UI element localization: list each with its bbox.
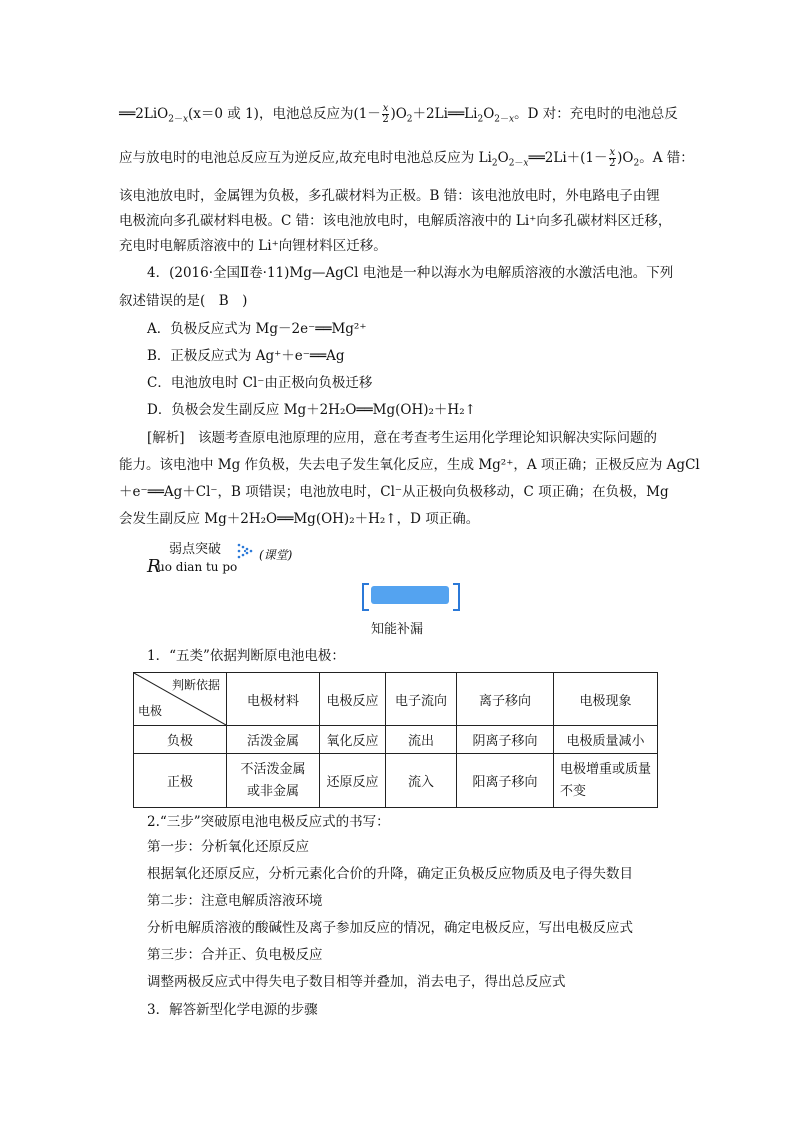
blue-label-fill <box>371 586 449 604</box>
bracket-right <box>453 583 460 611</box>
analysis-line: 会发生副反应 Mg＋2H₂O══Mg(OH)₂＋H₂↑，D 项正确。 <box>119 511 480 527</box>
table-header: 电极现象 <box>554 673 658 726</box>
text-span: ＋2Li <box>412 106 448 122</box>
text-line: 该电池放电时，金属锂为负极，多孔碳材料为正极。B 错：该电池放电时，外电路电子由锂 <box>119 188 660 204</box>
table-cell: 正极 <box>134 754 227 808</box>
text-line: 电极流向多孔碳材料电极。C 错：该电池放电时，电解质溶液中的 Li⁺向多孔碳材料区迁移， <box>119 213 672 229</box>
bracket-left <box>362 583 369 611</box>
table-row <box>134 726 658 754</box>
question-stem: 4．(2016·全国Ⅱ卷·11)Mg—AgCl 电池是一种以海水为电解质溶液的水激活电池。下列 <box>147 265 674 281</box>
table-header-row <box>134 673 658 726</box>
text-line: 应与放电时的电池总反应互为逆反应,故充电时电池总反应为 $Li_2O_{2-x}══2Li+(1-$ $\frac{x}{2}$ )$O_2$。A 错： <box>119 147 694 169</box>
section-header <box>147 538 317 578</box>
section-initial: R <box>147 556 161 577</box>
subsection-title: 知能补漏 <box>370 622 423 637</box>
fraction: $\frac{x}{2}$ <box>382 103 389 125</box>
analysis-line: [解析] 该题考查原电池原理的应用，意在考查考生运用化学理论知识解决实际问题的 <box>147 430 658 446</box>
text-span: 。A 错： <box>639 150 694 166</box>
text-span: )O <box>617 150 634 166</box>
formula-text: 2Li <box>135 106 158 122</box>
table-cell: 活泼金属 <box>227 726 320 754</box>
section-tag: (课堂) <box>259 548 293 562</box>
table-cell: 氧化反应 <box>320 726 386 754</box>
blue-label-box <box>362 583 460 609</box>
table-header: 电极材料 <box>227 673 320 726</box>
text-span: Li <box>464 106 478 122</box>
step-title: 第二步：注意电解质溶液环境 <box>147 893 323 909</box>
point-heading: 2.“三步”突破原电池电极反应式的书写： <box>147 814 390 830</box>
analysis-line: ＋e⁻══Ag＋Cl⁻，B 项错误；电池放电时，Cl⁻从正极向负极移动，C 项正确；在负极，Mg <box>119 484 669 500</box>
point-heading: 1．“五类”依据判断原电池电极： <box>147 648 345 664</box>
option-d: D．负极会发生副反应 Mg＋2H₂O══Mg(OH)₂＋H₂↑ <box>147 402 476 418</box>
diag-label-top: 判断依据 <box>171 678 220 692</box>
table-cell: 电极增重或质量不变 <box>554 754 658 808</box>
step-desc: 分析电解质溶液的酸碱性及离子参加反应的情况，确定电极反应，写出电极反应式 <box>147 920 633 936</box>
table-cell: 还原反应 <box>320 754 386 808</box>
text-span: )O <box>390 106 407 122</box>
double-line-arrow: ══ <box>119 106 136 122</box>
table-cell: 电极质量减小 <box>554 726 658 754</box>
electrode-table <box>133 672 658 808</box>
text-span: 。D 对：充电时的电池总反 <box>514 106 678 122</box>
arrow-right-icon <box>237 542 255 560</box>
fraction: $\frac{x}{2}$ <box>609 147 616 169</box>
table-cell: 阴离子移向 <box>457 726 554 754</box>
text-line: 充电时电解质溶液中的 Li⁺向锂材料区迁移。 <box>119 238 387 254</box>
text-span: (x＝0 或 1)，电池总反应为(1－ <box>188 106 381 122</box>
text-span: 应与放电时的电池总反应互为逆反应,故充电时电池总反应为 Li <box>119 150 492 166</box>
step-title: 第三步：合并正、负电极反应 <box>147 947 323 963</box>
table-cell: 不活泼金属或非金属 <box>227 754 320 808</box>
diag-label-bottom: 电极 <box>138 704 163 718</box>
table-cell: 流入 <box>386 754 457 808</box>
table-cell: 负极 <box>134 726 227 754</box>
question-stem: 叙述错误的是( B ) <box>119 293 248 309</box>
analysis-line: 能力。该电池中 Mg 作负极，失去电子发生氧化反应，生成 Mg²⁺，A 项正确；正极反应为 AgCl <box>119 457 700 473</box>
table-cell: 阳离子移向 <box>457 754 554 808</box>
option-b: B．正极反应式为 Ag⁺＋e⁻══Ag <box>147 348 345 364</box>
section-pinyin: uo dian tu po <box>157 560 238 574</box>
diagonal-header-cell <box>134 673 227 726</box>
text-span: 2Li＋(1－ <box>544 150 608 166</box>
section-title-cn: 弱点突破 <box>169 542 222 557</box>
step-title: 第一步：分析氧化还原反应 <box>147 839 309 855</box>
step-desc: 调整两极反应式中得失电子数目相等并叠加，消去电子，得出总反应式 <box>147 974 566 990</box>
text-line: ══2LiO$_{2-x}$(x＝0 或 1)，电池总反应为(1－ $\frac{x}{2}$ )$O_2+2Li══Li_2O_{2-x}$。D 对：充电时的电池总反 <box>119 103 678 125</box>
table-header: 电子流向 <box>386 673 457 726</box>
table-header: 离子移向 <box>457 673 554 726</box>
point-heading: 3．解答新型化学电源的步骤 <box>147 1002 318 1018</box>
option-a: A．负极反应式为 Mg－2e⁻══Mg²⁺ <box>147 321 367 337</box>
table-row <box>134 754 658 808</box>
table-cell: 流出 <box>386 726 457 754</box>
step-desc: 根据氧化还原反应，分析元素化合价的升降，确定正负极反应物质及电子得失数目 <box>147 866 633 882</box>
option-c: C．电池放电时 Cl⁻由正极向负极迁移 <box>147 375 373 391</box>
table-header: 电极反应 <box>320 673 386 726</box>
